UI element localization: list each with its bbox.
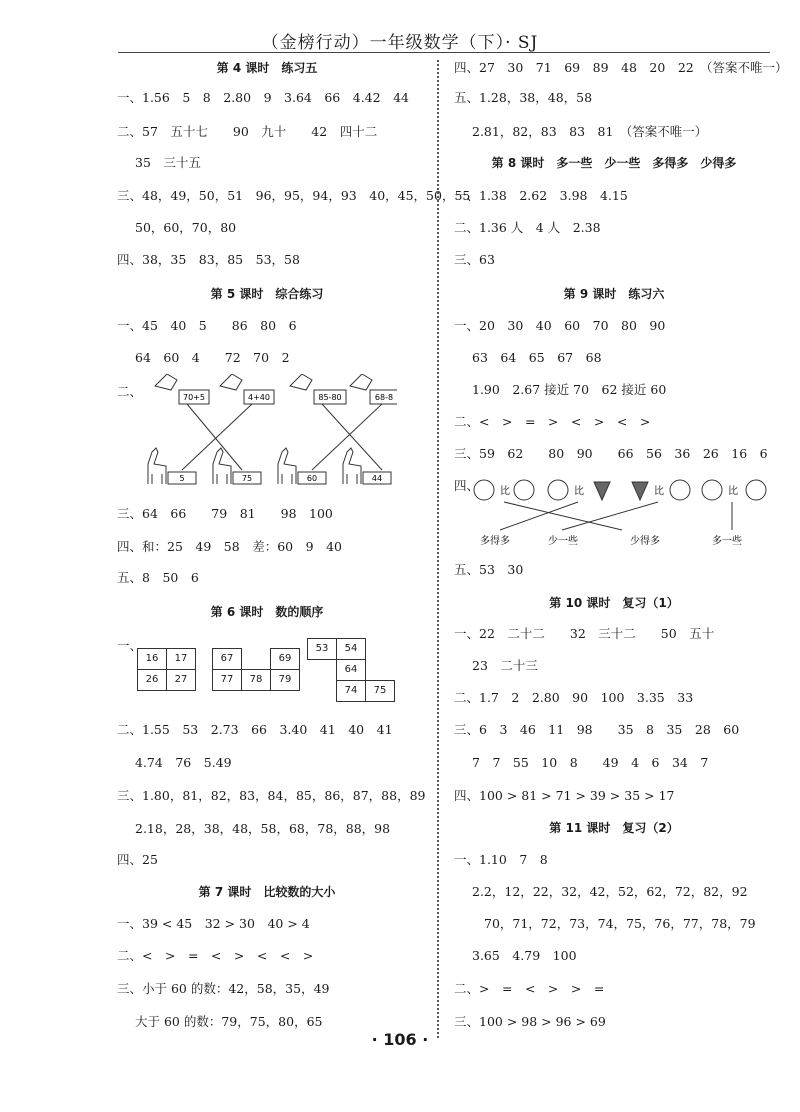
kite-4 bbox=[350, 374, 397, 404]
lesson5-heading: 第 5 课时 综合练习 bbox=[210, 287, 324, 301]
answer-line: 一、39 < 45 32 > 30 40 > 4 bbox=[117, 916, 310, 931]
compare-word: 比 bbox=[574, 486, 584, 497]
strawberry-icon bbox=[632, 482, 648, 500]
answer-line: 63 64 65 67 68 bbox=[472, 350, 602, 365]
answer-label: 一、 bbox=[117, 638, 143, 653]
answer-line: 二、< > = < > < < > bbox=[117, 948, 314, 963]
answer-line: 64 60 4 72 70 2 bbox=[135, 350, 290, 365]
grid-cell: 75 bbox=[365, 680, 395, 702]
answer-line: 2.2，12，22，32，42，52，62，72，82，92 bbox=[472, 884, 748, 899]
kite-label: 4+40 bbox=[248, 393, 270, 402]
apple-icon bbox=[746, 480, 766, 500]
answer-line: 70，71，72，73，74，75，76，77，78，79 bbox=[484, 916, 756, 931]
match-line bbox=[500, 502, 578, 530]
answer-line: 二、57 五十七 90 九十 42 四十二 bbox=[117, 124, 378, 139]
compare-word: 比 bbox=[500, 486, 510, 497]
grid-cell: 26 bbox=[137, 669, 167, 691]
match-line bbox=[182, 404, 252, 470]
grid-cell: 16 bbox=[137, 648, 167, 670]
match-line bbox=[312, 404, 382, 470]
answer-line: 三、1.80，81，82，83，84，85，86，87，88，89 bbox=[117, 788, 426, 803]
kite-3 bbox=[290, 374, 346, 404]
answer-line: 二、1.36 人 4 人 2.38 bbox=[454, 220, 601, 235]
answer-line: 一、45 40 5 86 80 6 bbox=[117, 318, 297, 333]
kite-2 bbox=[220, 374, 274, 404]
fruit-comparison-figure bbox=[472, 472, 772, 552]
lesson11-heading: 第 11 课时 复习（2） bbox=[549, 821, 679, 835]
answer-line: 1.90 2.67 接近 70 62 接近 60 bbox=[472, 382, 667, 397]
grid-cell: 53 bbox=[307, 638, 337, 660]
option-label: 少得多 bbox=[630, 536, 660, 547]
compare-word: 比 bbox=[654, 486, 664, 497]
pair-1 bbox=[474, 480, 534, 500]
answer-line: 3.65 4.79 100 bbox=[472, 948, 577, 963]
answer-line: 二、1.55 53 2.73 66 3.40 41 40 41 bbox=[117, 722, 393, 737]
answer-line: 四、38，35 83，85 53，58 bbox=[117, 252, 300, 267]
pair-4 bbox=[702, 480, 766, 500]
match-line bbox=[322, 404, 382, 470]
grid-cell: 64 bbox=[336, 659, 366, 681]
answer-line: 一、20 30 40 60 70 80 90 bbox=[454, 318, 666, 333]
answer-line: 2.81，82，83 83 81 （答案不唯一） bbox=[472, 124, 708, 139]
grid-cell: 67 bbox=[212, 648, 242, 670]
grid-cell: 54 bbox=[336, 638, 366, 660]
answer-label: 四、 bbox=[454, 478, 480, 493]
column-divider bbox=[437, 60, 439, 1038]
kite-giraffe-matching-figure bbox=[137, 374, 397, 494]
giraffe-label: 5 bbox=[179, 474, 185, 483]
apple-icon bbox=[548, 480, 568, 500]
answer-label: 二、 bbox=[117, 384, 143, 399]
answer-line: 三、6 3 46 11 98 35 8 35 28 60 bbox=[454, 722, 740, 737]
lesson10-heading: 第 10 课时 复习（1） bbox=[549, 596, 679, 610]
answer-line: 五、53 30 bbox=[454, 562, 524, 577]
grid-cell: 69 bbox=[270, 648, 300, 670]
header-rule bbox=[118, 52, 770, 53]
answer-line: 五、1.28，38，48，58 bbox=[454, 90, 593, 105]
answer-line: 一、22 二十二 32 三十二 50 五十 bbox=[454, 626, 715, 641]
lesson6-heading: 第 6 课时 数的顺序 bbox=[210, 605, 324, 619]
answer-line: 三、100 > 98 > 96 > 69 bbox=[454, 1014, 606, 1029]
answer-line: 四、100 > 81 > 71 > 39 > 35 > 17 bbox=[454, 788, 675, 803]
pair-3 bbox=[632, 480, 690, 500]
giraffe-label: 75 bbox=[241, 474, 253, 483]
page-header: （金榜行动）一年级数学（下）· SJ bbox=[261, 33, 539, 53]
giraffe-2 bbox=[213, 448, 261, 484]
lesson9-heading: 第 9 课时 练习六 bbox=[563, 287, 665, 301]
grid-cell: 79 bbox=[270, 669, 300, 691]
answer-line: 7 7 55 10 8 49 4 6 34 7 bbox=[472, 755, 709, 770]
answer-line: 一、1.10 7 8 bbox=[454, 852, 548, 867]
answer-line: 一、1.38 2.62 3.98 4.15 bbox=[454, 188, 628, 203]
answer-line: 一、1.56 5 8 2.80 9 3.64 66 4.42 44 bbox=[117, 90, 409, 105]
answer-line: 三、64 66 79 81 98 100 bbox=[117, 506, 333, 521]
grid-cell: 78 bbox=[241, 669, 271, 691]
answer-line: 2.18，28，38，48，58，68，78，88，98 bbox=[135, 821, 391, 836]
answer-line: 4.74 76 5.49 bbox=[135, 755, 232, 770]
giraffe-3 bbox=[278, 448, 326, 484]
grid-cell: 77 bbox=[212, 669, 242, 691]
answer-line: 四、25 bbox=[117, 852, 158, 867]
grid-cell: 27 bbox=[166, 669, 196, 691]
match-line bbox=[504, 502, 622, 530]
peach-icon bbox=[702, 480, 722, 500]
answer-line: 二、< > = > < > < > bbox=[454, 414, 651, 429]
answer-line: 二、> = < > > = bbox=[454, 981, 605, 996]
kite-label: 85-80 bbox=[318, 393, 342, 402]
answer-line: 50，60，70，80 bbox=[135, 220, 237, 235]
answer-line: 大于 60 的数：79，75，80，65 bbox=[135, 1014, 323, 1029]
answer-line: 四、和：25 49 58 差：60 9 40 bbox=[117, 539, 342, 554]
match-line bbox=[562, 502, 658, 530]
apple-icon bbox=[474, 480, 494, 500]
option-label: 少一些 bbox=[548, 536, 578, 547]
answer-line: 五、8 50 6 bbox=[117, 570, 199, 585]
strawberry-icon bbox=[594, 482, 610, 500]
answer-line: 三、48，49，50，51 96，95，94，93 40，45，50，55 bbox=[117, 188, 471, 203]
answer-line: 四、27 30 71 69 89 48 20 22 （答案不唯一） bbox=[454, 60, 788, 75]
option-label: 多得多 bbox=[480, 536, 510, 547]
option-label: 多一些 bbox=[712, 536, 742, 547]
peach-icon bbox=[514, 480, 534, 500]
giraffe-label: 44 bbox=[371, 474, 383, 483]
pair-2 bbox=[548, 480, 610, 500]
page-number: · 106 · bbox=[371, 1030, 429, 1049]
grid-cell: 74 bbox=[336, 680, 366, 702]
grid-cell: 17 bbox=[166, 648, 196, 670]
peach-icon bbox=[670, 480, 690, 500]
answer-line: 三、小于 60 的数：42，58，35，49 bbox=[117, 981, 330, 996]
answer-line: 三、59 62 80 90 66 56 36 26 16 6 bbox=[454, 446, 768, 461]
giraffe-label: 60 bbox=[306, 474, 318, 483]
kite-label: 70+5 bbox=[183, 393, 205, 402]
kite-label: 68-8 bbox=[374, 393, 394, 402]
answer-line: 二、1.7 2 2.80 90 100 3.35 33 bbox=[454, 690, 694, 705]
lesson4-heading: 第 4 课时 练习五 bbox=[216, 61, 318, 75]
lesson7-heading: 第 7 课时 比较数的大小 bbox=[198, 885, 336, 899]
answer-line: 三、63 bbox=[454, 252, 495, 267]
lesson8-heading: 第 8 课时 多一些 少一些 多得多 少得多 bbox=[491, 156, 737, 170]
answer-line: 23 二十三 bbox=[472, 658, 538, 673]
kite-1 bbox=[155, 374, 209, 404]
compare-word: 比 bbox=[728, 486, 738, 497]
giraffe-1 bbox=[148, 448, 196, 484]
answer-line: 35 三十五 bbox=[135, 155, 201, 170]
